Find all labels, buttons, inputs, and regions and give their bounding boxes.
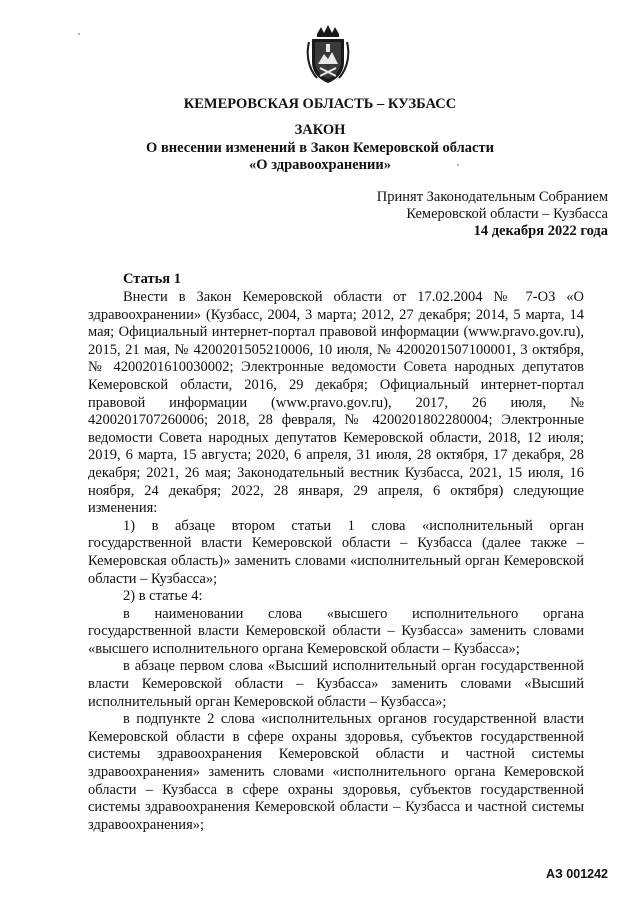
paragraph: в наименовании слова «высшего исполнительного органа государственной власти Кемеровской области – Кузбасса» заменить словами «высшего исполнительного органа Кемеровской области – Кузбасса»; [88,605,584,657]
law-title-line-1: О внесении изменений в Закон Кемеровской области [146,140,494,156]
article-title: Статья 1 [123,271,181,287]
paragraph: Внести в Закон Кемеровской области от 17.02.2004 № 7-ОЗ «О здравоохранении» (Кузбасс, 2004, 3 марта; 2012, 27 декабря; 2014, 5 марта, 14 мая; Официальный интернет-портал правовой информации (www.pravo.gov.ru), 2015, 21 мая, № 4200201505210006, 10 июля, № 4200201507100001, 3 октября, № 4200201610030002; Электронные ведомости Совета народных депутатов Кемеровской области, 2016, 29 декабря; Официальный интернет-портал правовой информации (www.pravo.gov.ru), 2017, 26 июля, № 4200201707260006; 2018, 28 февраля, № 4200201802280004; Электронные ведомости Совета народных депутатов Кемеровской области, 2018, 12 июля; 2019, 6 марта, 15 августа; 2020, 6 апреля, 31 июля, 28 октября, 17 декабря, 28 декабря; 2021, 26 мая; Законодательный вестник Кузбасса, 2021, 15 июля, 16 ноября, 24 декабря; 2022, 28 января, 29 апреля, 6 октября) следующие изменения: [88,289,584,517]
paragraph: в подпункте 2 слова «исполнительных органов государственной власти Кемеровской области в сфере охраны здоровья, субъектов государственной системы здравоохранения Кемеровской области и частной системы здравоохранения» заменить словами «исполнительного органа Кемеровской области – Кузбасса в сфере охраны здоровья, субъектов государственной системы здравоохранения Кемеровской области – Кузбасса и частной системы здравоохранения»; [88,711,584,833]
paragraph: в абзаце первом слова «Высший исполнительный орган государственной власти Кемеровской области – Кузбасса» заменить словами «Высший исполнительный орган Кемеровской области – Кузбасса»; [88,658,584,710]
law-title-line-2: «О здравоохранении» [249,157,391,173]
coat-of-arms-emblem [305,24,351,86]
region-heading: КЕМЕРОВСКАЯ ОБЛАСТЬ – КУЗБАСС [183,96,457,112]
paragraph: 1) в абзаце втором статьи 1 слова «исполнительный орган государственной власти Кемеровской области – Кузбасса (далее также – Кемеровская область)» заменить словами «исполнительный орган Кемеровской области – Кузбасса»; [88,517,584,587]
adoption-date: 14 декабря 2022 года [473,223,608,239]
paragraph: 2) в статье 4: [123,588,203,605]
scan-speck [78,33,80,35]
article-body [88,289,584,834]
adoption-line-2: Кемеровской области – Кузбасса [406,206,608,222]
adoption-line-1: Принят Законодательным Собранием [376,189,608,205]
doc-type-heading: ЗАКОН [294,122,346,138]
document-serial-number: АЗ 001242 [545,867,608,881]
